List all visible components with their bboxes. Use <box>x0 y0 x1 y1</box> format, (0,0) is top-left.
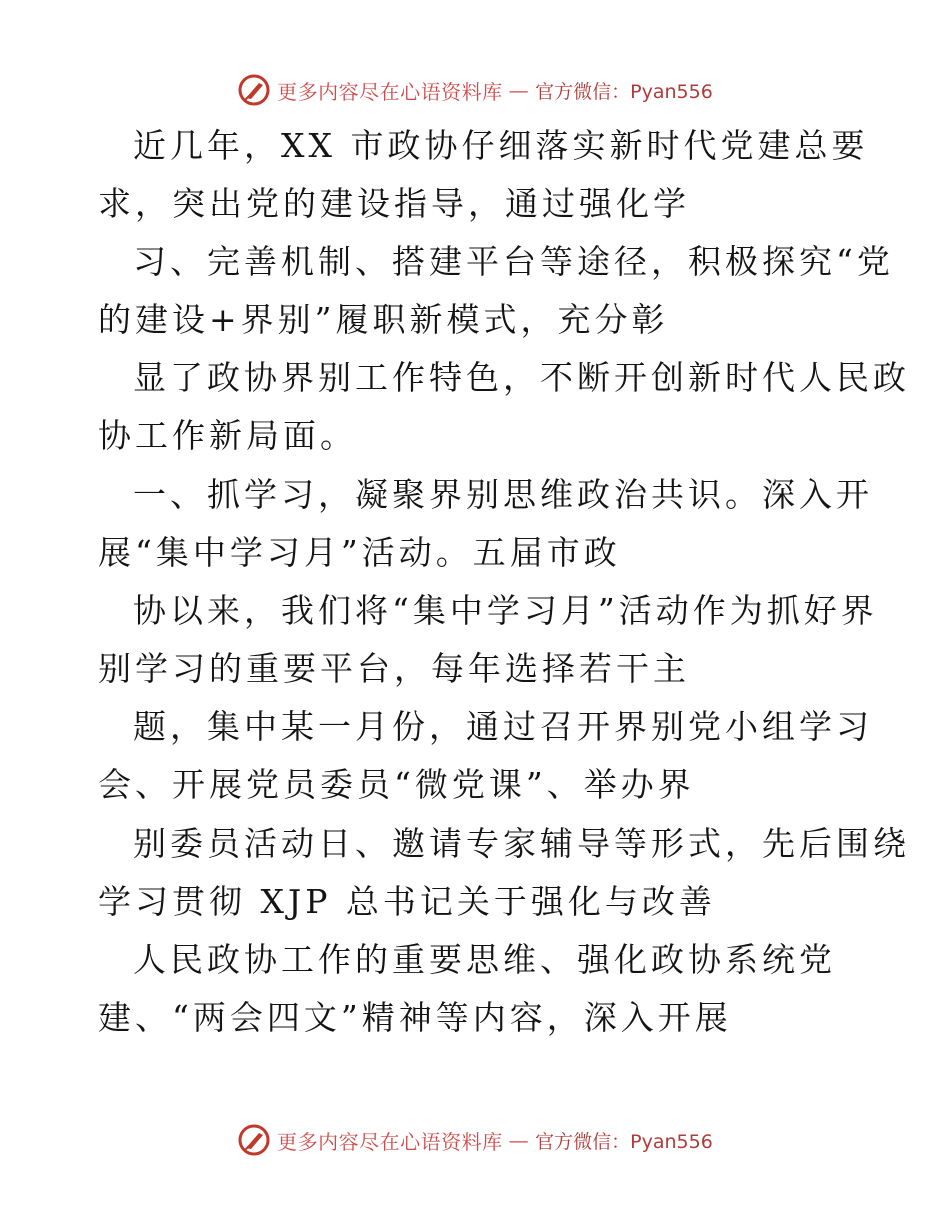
watermark-dash: — <box>508 1128 530 1152</box>
text-line-7: 一、抓学习，凝聚界别思维政治共识。深入开 <box>133 475 873 514</box>
text-line-3: 习、完善机制、搭建平台等途径，积极探究“党 <box>133 242 894 281</box>
text-line-11: 题，集中某一月份，通过召开界别党小组学习 <box>133 707 873 746</box>
quill-logo-icon <box>237 73 271 107</box>
text-line-4: 的建设+界别”履职新模式，充分彰 <box>98 300 669 339</box>
watermark-text: 更多内容尽在心语资料库 <box>277 79 503 104</box>
text-line-6: 协工作新局面。 <box>98 416 357 455</box>
footer-watermark <box>0 1120 950 1160</box>
header-watermark <box>0 70 950 110</box>
text-line-2: 求，突出党的建设指导，通过强化学 <box>98 184 690 223</box>
text-line-1: 近几年，XX 市政协仔细落实新时代党建总要 <box>133 126 869 165</box>
text-line-5: 显了政协界别工作特色，不断开创新时代人民政 <box>133 358 910 397</box>
watermark-contact: 官方微信：Pyan556 <box>535 1130 713 1153</box>
watermark-text: 更多内容尽在心语资料库 <box>277 1129 503 1154</box>
text-line-8: 展“集中学习月”活动。五届市政 <box>98 533 621 572</box>
text-line-15: 人民政协工作的重要思维、强化政协系统党 <box>133 940 836 979</box>
text-line-9: 协以来，我们将“集中学习月”活动作为抓好界 <box>133 591 878 630</box>
quill-logo-icon <box>237 1123 271 1157</box>
watermark-contact: 官方微信：Pyan556 <box>535 80 713 103</box>
text-line-16: 建、“两会四文”精神等内容，深入开展 <box>98 998 732 1037</box>
text-line-10: 别学习的重要平台，每年选择若干主 <box>98 649 690 688</box>
text-line-14: 学习贯彻 XJP 总书记关于强化与改善 <box>98 882 716 921</box>
text-line-12: 会、开展党员委员“微党课”、举办界 <box>98 765 695 804</box>
text-line-13: 别委员活动日、邀请专家辅导等形式，先后围绕 <box>133 824 910 863</box>
watermark-dash: — <box>508 78 530 102</box>
